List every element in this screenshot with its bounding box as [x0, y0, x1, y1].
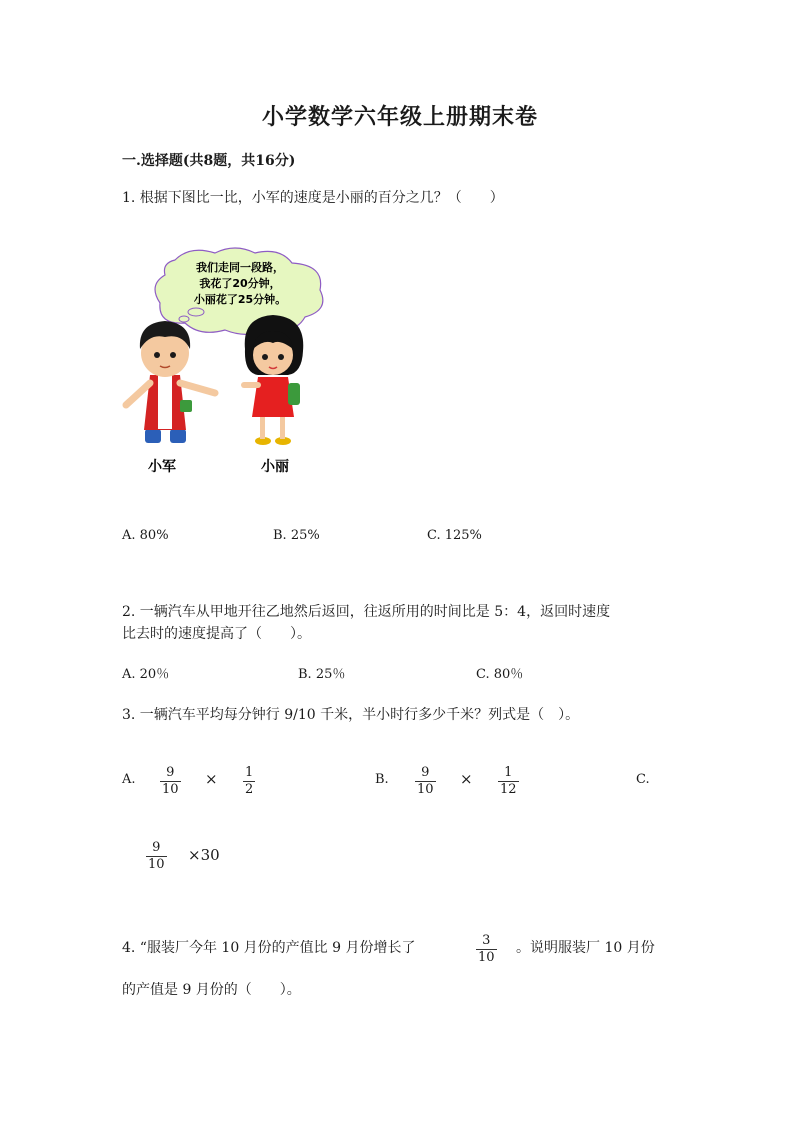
- fraction-denominator: 2: [245, 782, 254, 797]
- boy-figure: [126, 321, 215, 443]
- question-4-part-2: 。说明服装厂 10 月份: [516, 940, 655, 956]
- question-2-line-1: 2. 一辆汽车从甲地开往乙地然后返回，往返所用的时间比是 5：4，返回时速度: [122, 604, 611, 620]
- times-sign: ×: [460, 770, 473, 788]
- question-4-part-1: 4. “服装厂今年 10 月份的产值比 9 月份增长了: [122, 940, 416, 956]
- bubble-line-2: 我花了20分钟，: [199, 277, 281, 290]
- fraction-denominator: 12: [500, 782, 517, 797]
- question-1-option-c[interactable]: C. 125%: [427, 528, 482, 543]
- option-b-fraction-1: [415, 765, 436, 798]
- option-a-fraction-2: [243, 765, 255, 798]
- question-1-text: 1. 根据下图比一比，小军的速度是小丽的百分之几？（ ）: [122, 190, 504, 206]
- girl-label: 小丽: [261, 459, 289, 475]
- question-2-option-b[interactable]: B. 25％: [298, 667, 346, 682]
- times-sign: ×: [205, 770, 218, 788]
- fraction-numerator: 3: [482, 933, 491, 948]
- fraction-denominator: 10: [162, 782, 179, 797]
- question-2-line-2: 比去时的速度提高了（ ）。: [122, 626, 311, 642]
- option-b-fraction-2: [498, 765, 519, 798]
- question-4-fraction: [476, 933, 497, 966]
- bubble-line-3: 小丽花了25分钟。: [193, 293, 287, 306]
- question-1-illustration: [120, 245, 335, 485]
- question-4-line-2: 的产值是 9 月份的（ ）。: [122, 982, 301, 998]
- speech-bubble: [155, 248, 323, 334]
- question-3-option-a-label[interactable]: A.: [122, 772, 136, 787]
- fraction-denominator: 10: [148, 857, 165, 872]
- option-c-fraction: [146, 840, 167, 873]
- section-heading: 一.选择题(共8题，共16分): [122, 153, 296, 169]
- question-3-option-b-label[interactable]: B.: [375, 772, 389, 787]
- fraction-numerator: 9: [421, 765, 430, 780]
- option-c-times-30: ×30: [188, 846, 220, 864]
- question-2-option-c[interactable]: C. 80％: [476, 667, 524, 682]
- fraction-denominator: 10: [478, 950, 495, 965]
- fraction-numerator: 9: [152, 840, 161, 855]
- fraction-numerator: 9: [166, 765, 175, 780]
- fraction-numerator: 1: [504, 765, 513, 780]
- page-title: 小学数学六年级上册期末卷: [261, 104, 538, 130]
- bubble-line-1: 我们走同一段路，: [196, 261, 284, 274]
- girl-figure: [244, 315, 303, 445]
- fraction-numerator: 1: [245, 765, 254, 780]
- question-3-option-c-label[interactable]: C.: [636, 772, 650, 787]
- boy-label: 小军: [148, 459, 176, 475]
- question-1-option-a[interactable]: A. 80%: [122, 528, 169, 543]
- option-a-fraction-1: [160, 765, 181, 798]
- fraction-denominator: 10: [417, 782, 434, 797]
- question-1-option-b[interactable]: B. 25%: [273, 528, 320, 543]
- question-2-option-a[interactable]: A. 20％: [122, 667, 170, 682]
- question-3-text: 3. 一辆汽车平均每分钟行 9/10 千米，半小时行多少千米？列式是（ ）。: [122, 707, 580, 723]
